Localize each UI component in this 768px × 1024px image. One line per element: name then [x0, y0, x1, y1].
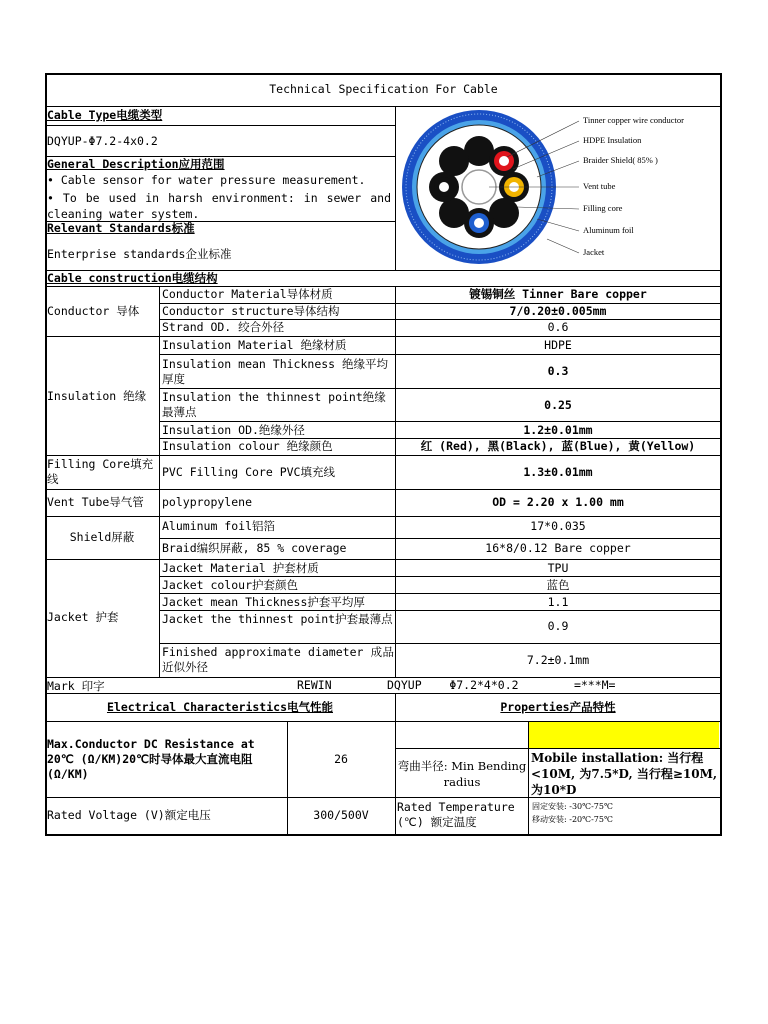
line: [45, 286, 722, 287]
highlight-cell: [529, 722, 719, 748]
voltage-value: 300/500V: [313, 809, 369, 822]
diagram-label-shield: Braider Shield( 85% ): [583, 155, 658, 165]
line: [159, 593, 722, 594]
filling-group-label: Filling Core填充线: [47, 457, 154, 486]
line: [159, 286, 160, 677]
shield-group-label: Shield屏蔽: [69, 531, 135, 544]
insulation-thinnest-label: Insulation the thinnest point绝缘最薄点: [162, 390, 386, 419]
core-black-center: [439, 182, 449, 192]
jacket-material-label: Jacket Material 护套材质: [162, 562, 319, 575]
temperature-fixed: 固定安装: -30℃-75℃: [532, 802, 613, 811]
core-black-3: [439, 198, 469, 228]
border-bottom: [45, 834, 722, 836]
line: [45, 489, 722, 490]
strand-od-value: 0.6: [547, 321, 569, 334]
conductor-structure-value: 7/0.20±0.005mm: [509, 305, 607, 318]
construction-label: Cable construction电缆结构: [47, 272, 218, 285]
general-description-label: General Description应用范围: [47, 158, 225, 171]
bending-label: 弯曲半径: Min Bending radius: [397, 759, 527, 789]
diagram-label-filling-core: Filling core: [583, 203, 623, 213]
conductor-material-label: Conductor Material导体材质: [162, 288, 333, 301]
general-description-line1: • Cable sensor for water pressure measurement.: [47, 174, 366, 187]
conductor-material-value: 镀锡铜丝 Tinner Bare copper: [469, 288, 647, 301]
line: [159, 354, 722, 355]
cable-type-value: DQYUP-Φ7.2-4x0.2: [47, 135, 158, 148]
line: [159, 303, 722, 304]
core-black-5: [439, 146, 469, 176]
cable-diagram-svg: [397, 107, 720, 269]
line: [159, 388, 722, 389]
cable-cross-section-diagram: [397, 107, 720, 269]
line: [287, 721, 288, 836]
resistance-value: 26: [334, 753, 348, 766]
line: [45, 559, 722, 560]
line: [159, 438, 722, 439]
insulation-od-label: Insulation OD.绝缘外径: [162, 424, 305, 437]
insulation-thickness-label: Insulation mean Thickness 绝缘平均厚度: [162, 357, 389, 386]
insulation-colour-value: 红 (Red), 黑(Black), 蓝(Blue), 黄(Yellow): [420, 440, 696, 453]
cable-type-label: Cable Type电缆类型: [47, 109, 163, 122]
jacket-thinnest-value: 0.9: [547, 620, 569, 633]
line: [45, 336, 722, 337]
strand-od-label: Strand OD. 绞合外径: [162, 321, 285, 334]
insulation-thickness-value: 0.3: [547, 365, 569, 378]
line: [159, 643, 722, 644]
line: [395, 106, 396, 270]
finished-diameter-value: 7.2±0.1mm: [526, 654, 590, 667]
vent-label: polypropylene: [162, 496, 253, 509]
line: [159, 610, 722, 611]
diagram-label-vent-tube: Vent tube: [583, 181, 616, 191]
diagram-label-aluminum-foil: Aluminum foil: [583, 225, 634, 235]
properties-header: Properties产品特性: [500, 701, 616, 714]
vent-group-label: Vent Tube导气管: [47, 496, 144, 509]
insulation-material-value: HDPE: [544, 339, 572, 352]
vent-value: OD = 2.20 x 1.00 mm: [492, 496, 624, 509]
insulation-colour-label: Insulation colour 绝缘颜色: [162, 440, 333, 453]
temperature-label: Rated Temperature (℃) 额定温度: [397, 800, 515, 829]
line: [395, 286, 396, 677]
diagram-label-conductor: Tinner copper wire conductor: [583, 115, 684, 125]
conductor-group-label: Conductor 导体: [47, 305, 140, 318]
bending-value: Mobile installation: 当行程<10M, 为7.5*D, 当行程≥10M, 为10*D: [531, 751, 718, 797]
jacket-colour-label: Jacket colour护套颜色: [162, 579, 299, 592]
general-description-line2: • To be used in harsh environment: in sewer and cleaning water system.: [47, 191, 391, 221]
line: [159, 576, 722, 577]
border-top: [45, 73, 722, 75]
line: [159, 421, 722, 422]
standards-label: Relevant Standards标准: [47, 222, 195, 235]
braid-value: 16*8/0.12 Bare copper: [485, 542, 631, 555]
standards-value: Enterprise standards企业标准: [47, 248, 232, 261]
resistance-label: Max.Conductor DC Resistance at 20℃ (Ω/KM)20℃时导体最大直流电阻 (Ω/KM): [47, 737, 255, 781]
line: [159, 538, 722, 539]
aluminum-foil-value: 17*0.035: [530, 520, 586, 533]
jacket-thinnest-label: Jacket the thinnest point护套最薄点: [162, 612, 393, 626]
core-blue-center: [474, 218, 484, 228]
jacket-material-value: TPU: [547, 562, 569, 575]
filling-label: PVC Filling Core PVC填充线: [162, 466, 335, 479]
leader-line: [547, 239, 579, 253]
line: [45, 156, 395, 157]
insulation-group-label: Insulation 绝缘: [47, 390, 147, 403]
insulation-material-label: Insulation Material 绝缘材质: [162, 339, 347, 352]
diagram-label-insulation: HDPE Insulation: [583, 135, 642, 145]
finished-diameter-label: Finished approximate diameter 成品近似外径: [162, 645, 394, 674]
document-title: Technical Specification For Cable: [269, 83, 498, 96]
line: [159, 319, 722, 320]
conductor-structure-label: Conductor structure导体结构: [162, 305, 340, 318]
line: [395, 748, 722, 749]
jacket-thickness-value: 1.1: [547, 596, 569, 609]
spec-sheet: [45, 73, 722, 836]
voltage-label: Rated Voltage (V)额定电压: [47, 809, 211, 822]
jacket-colour-value: 蓝色: [546, 579, 570, 592]
line: [45, 270, 722, 271]
mark-label: Mark 印字: [47, 680, 105, 693]
insulation-thinnest-value: 0.25: [544, 399, 572, 412]
insulation-od-value: 1.2±0.01mm: [523, 424, 593, 437]
filling-value: 1.3±0.01mm: [523, 466, 593, 479]
line: [45, 693, 722, 694]
temperature-mobile: 移动安装: -20℃-75℃: [532, 815, 613, 824]
braid-label: Braid编织屏蔽, 85 % coverage: [162, 542, 347, 555]
line: [45, 455, 722, 456]
line: [45, 516, 722, 517]
jacket-thickness-label: Jacket mean Thickness护套平均厚: [162, 596, 365, 609]
diagram-label-jacket: Jacket: [583, 247, 605, 257]
line: [395, 693, 396, 836]
mark-value: REWIN DQYUP Φ7.2*4*0.2 =***M=: [297, 679, 616, 692]
line: [45, 677, 722, 678]
jacket-group-label: Jacket 护套: [47, 611, 119, 624]
line: [45, 125, 395, 126]
aluminum-foil-label: Aluminum foil铝箔: [162, 520, 276, 533]
electrical-header: Electrical Characteristics电气性能: [106, 701, 333, 714]
core-red-center: [499, 156, 509, 166]
